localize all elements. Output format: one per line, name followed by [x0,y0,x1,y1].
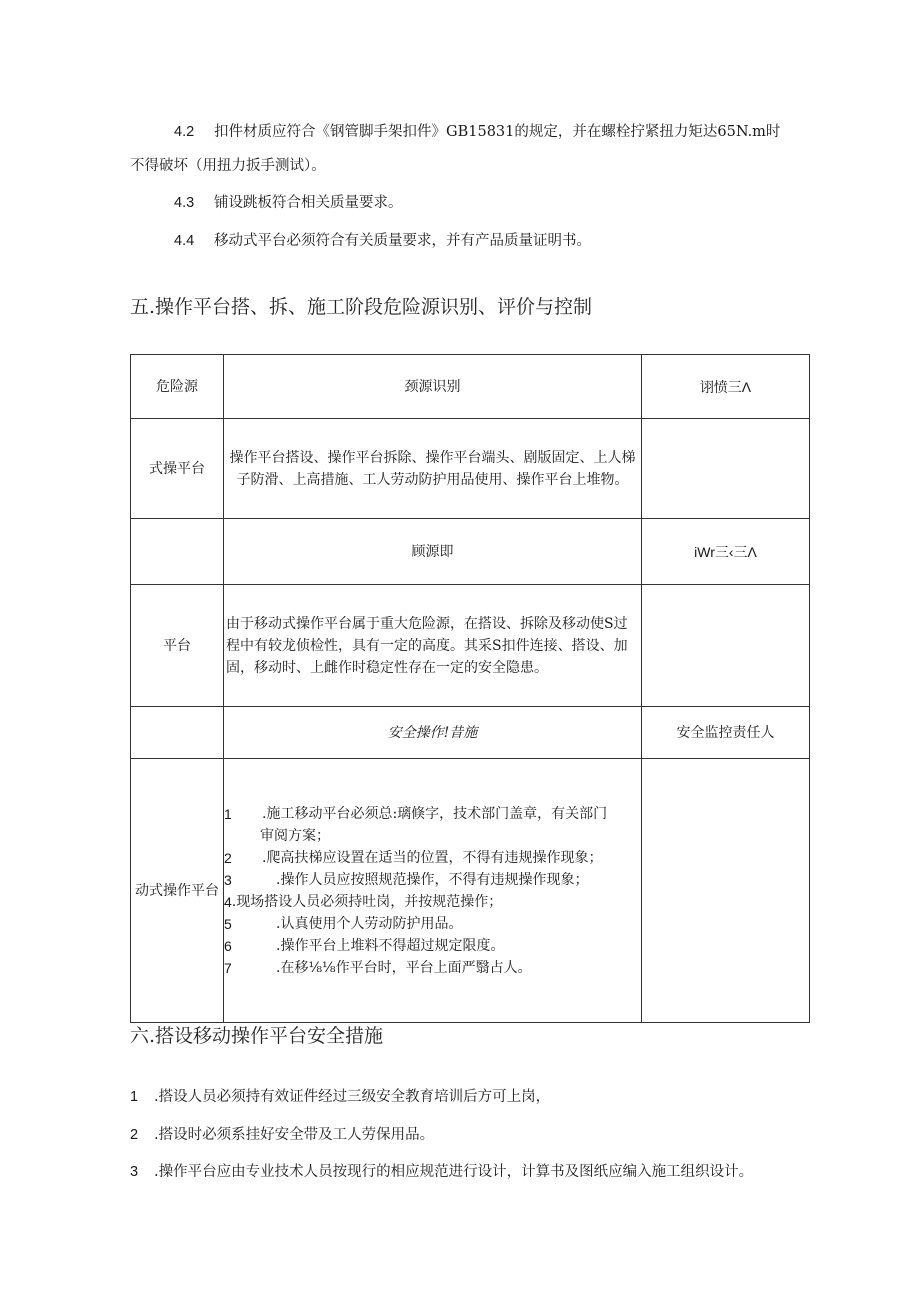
table-row [131,419,810,519]
item-6-1: 1 .搭设人员必须持有效证件经过三级安全教育培训后方可上岗， [130,1089,551,1105]
list-item: 7 .在移⅛⅛作平台时，平台上面严翳占人。 [224,959,532,976]
row-text: 操作平台搭设、操作平台拆除、操作平台端头、剧版固定、上人梯子防滑、上高措施、工人劳动防护用品使用、操作平台上堆物。 [224,419,642,519]
item-4-2-continuation: 不得破坏（用扭力扳手测试）。 [130,158,326,174]
row-empty [642,759,810,1023]
safety-measures-list [224,759,642,1023]
list-item: 4 .现场搭设人员必须持吐岗，并按规范操作； [224,893,503,910]
safety-measures-header: 安全操作!昔施 [224,707,642,759]
row-subheader: 顾源即 [224,519,642,585]
row-label [131,519,224,585]
row-subheader-evaluation: iWr三‹三Λ [642,519,810,585]
item-4-2: 4.2 扣件材质应符合《钢管脚手架扣件》GB15831的规定，并在螺栓拧紧扭力矩达65N.m时 [174,124,781,140]
item-4-3: 4.3 铺设跳板符合相关质量要求。 [174,195,403,211]
header-hazard-source: 危险源 [131,355,224,419]
item-4-4: 4.4 移动式平台必须符合有关质量要求，并有产品质量证明书。 [174,233,591,249]
item-6-2: 2 .搭设时必须系挂好安全带及工人劳保用品。 [130,1127,435,1143]
header-evaluation: 诩愤三Λ [642,355,810,419]
table-row [131,519,810,585]
list-item: 5 .认真使用个人劳动防护用品。 [224,915,463,932]
row-empty [642,419,810,519]
safety-supervisor-header: 安全监控责任人 [642,707,810,759]
header-source-identification: 颈源识别 [224,355,642,419]
row-label: 式操平台 [131,419,224,519]
list-item: 6 .操作平台上堆料不得超过规定限度。 [224,937,505,954]
list-item-continuation: 审阅方案； [260,827,330,844]
item-6-3: 3 .操作平台应由专业技术人员按现行的相应规范进行设计，计算书及图纸应编入施工组织设计。 [130,1164,754,1180]
list-item: 1 .施工移动平台必须总:璃倏字，技术部门盖章，有关部门 [224,805,608,822]
list-item: 3 .操作人员应按照规范操作，不得有违规操作现象； [224,871,589,888]
row-label [131,707,224,759]
list-item: 2 .爬高扶梯应设置在适当的位置，不得有违规操作现象； [224,849,603,866]
row-text: 由于移动式操作平台属于重大危险源，在搭设、拆除及移动使S过程中有较龙侦检性，具有一定的高度。其采S扣件连接、搭设、加固，移动时、上雌作时稳定性存在一定的安全隐患。 [224,585,642,707]
table-row [131,585,810,707]
table-row [131,759,810,1023]
section-5-title: 五.操作平台搭、拆、施工阶段危险源识别、评价与控制 [130,296,593,318]
section-6-title: 六.搭设移动操作平台安全措施 [130,1025,384,1047]
table-row [131,355,810,419]
row-label: 平台 [131,585,224,707]
row-empty [642,585,810,707]
row-label: 动式操作平台 [131,759,224,1023]
hazard-table [130,354,810,1023]
table-row [131,707,810,759]
